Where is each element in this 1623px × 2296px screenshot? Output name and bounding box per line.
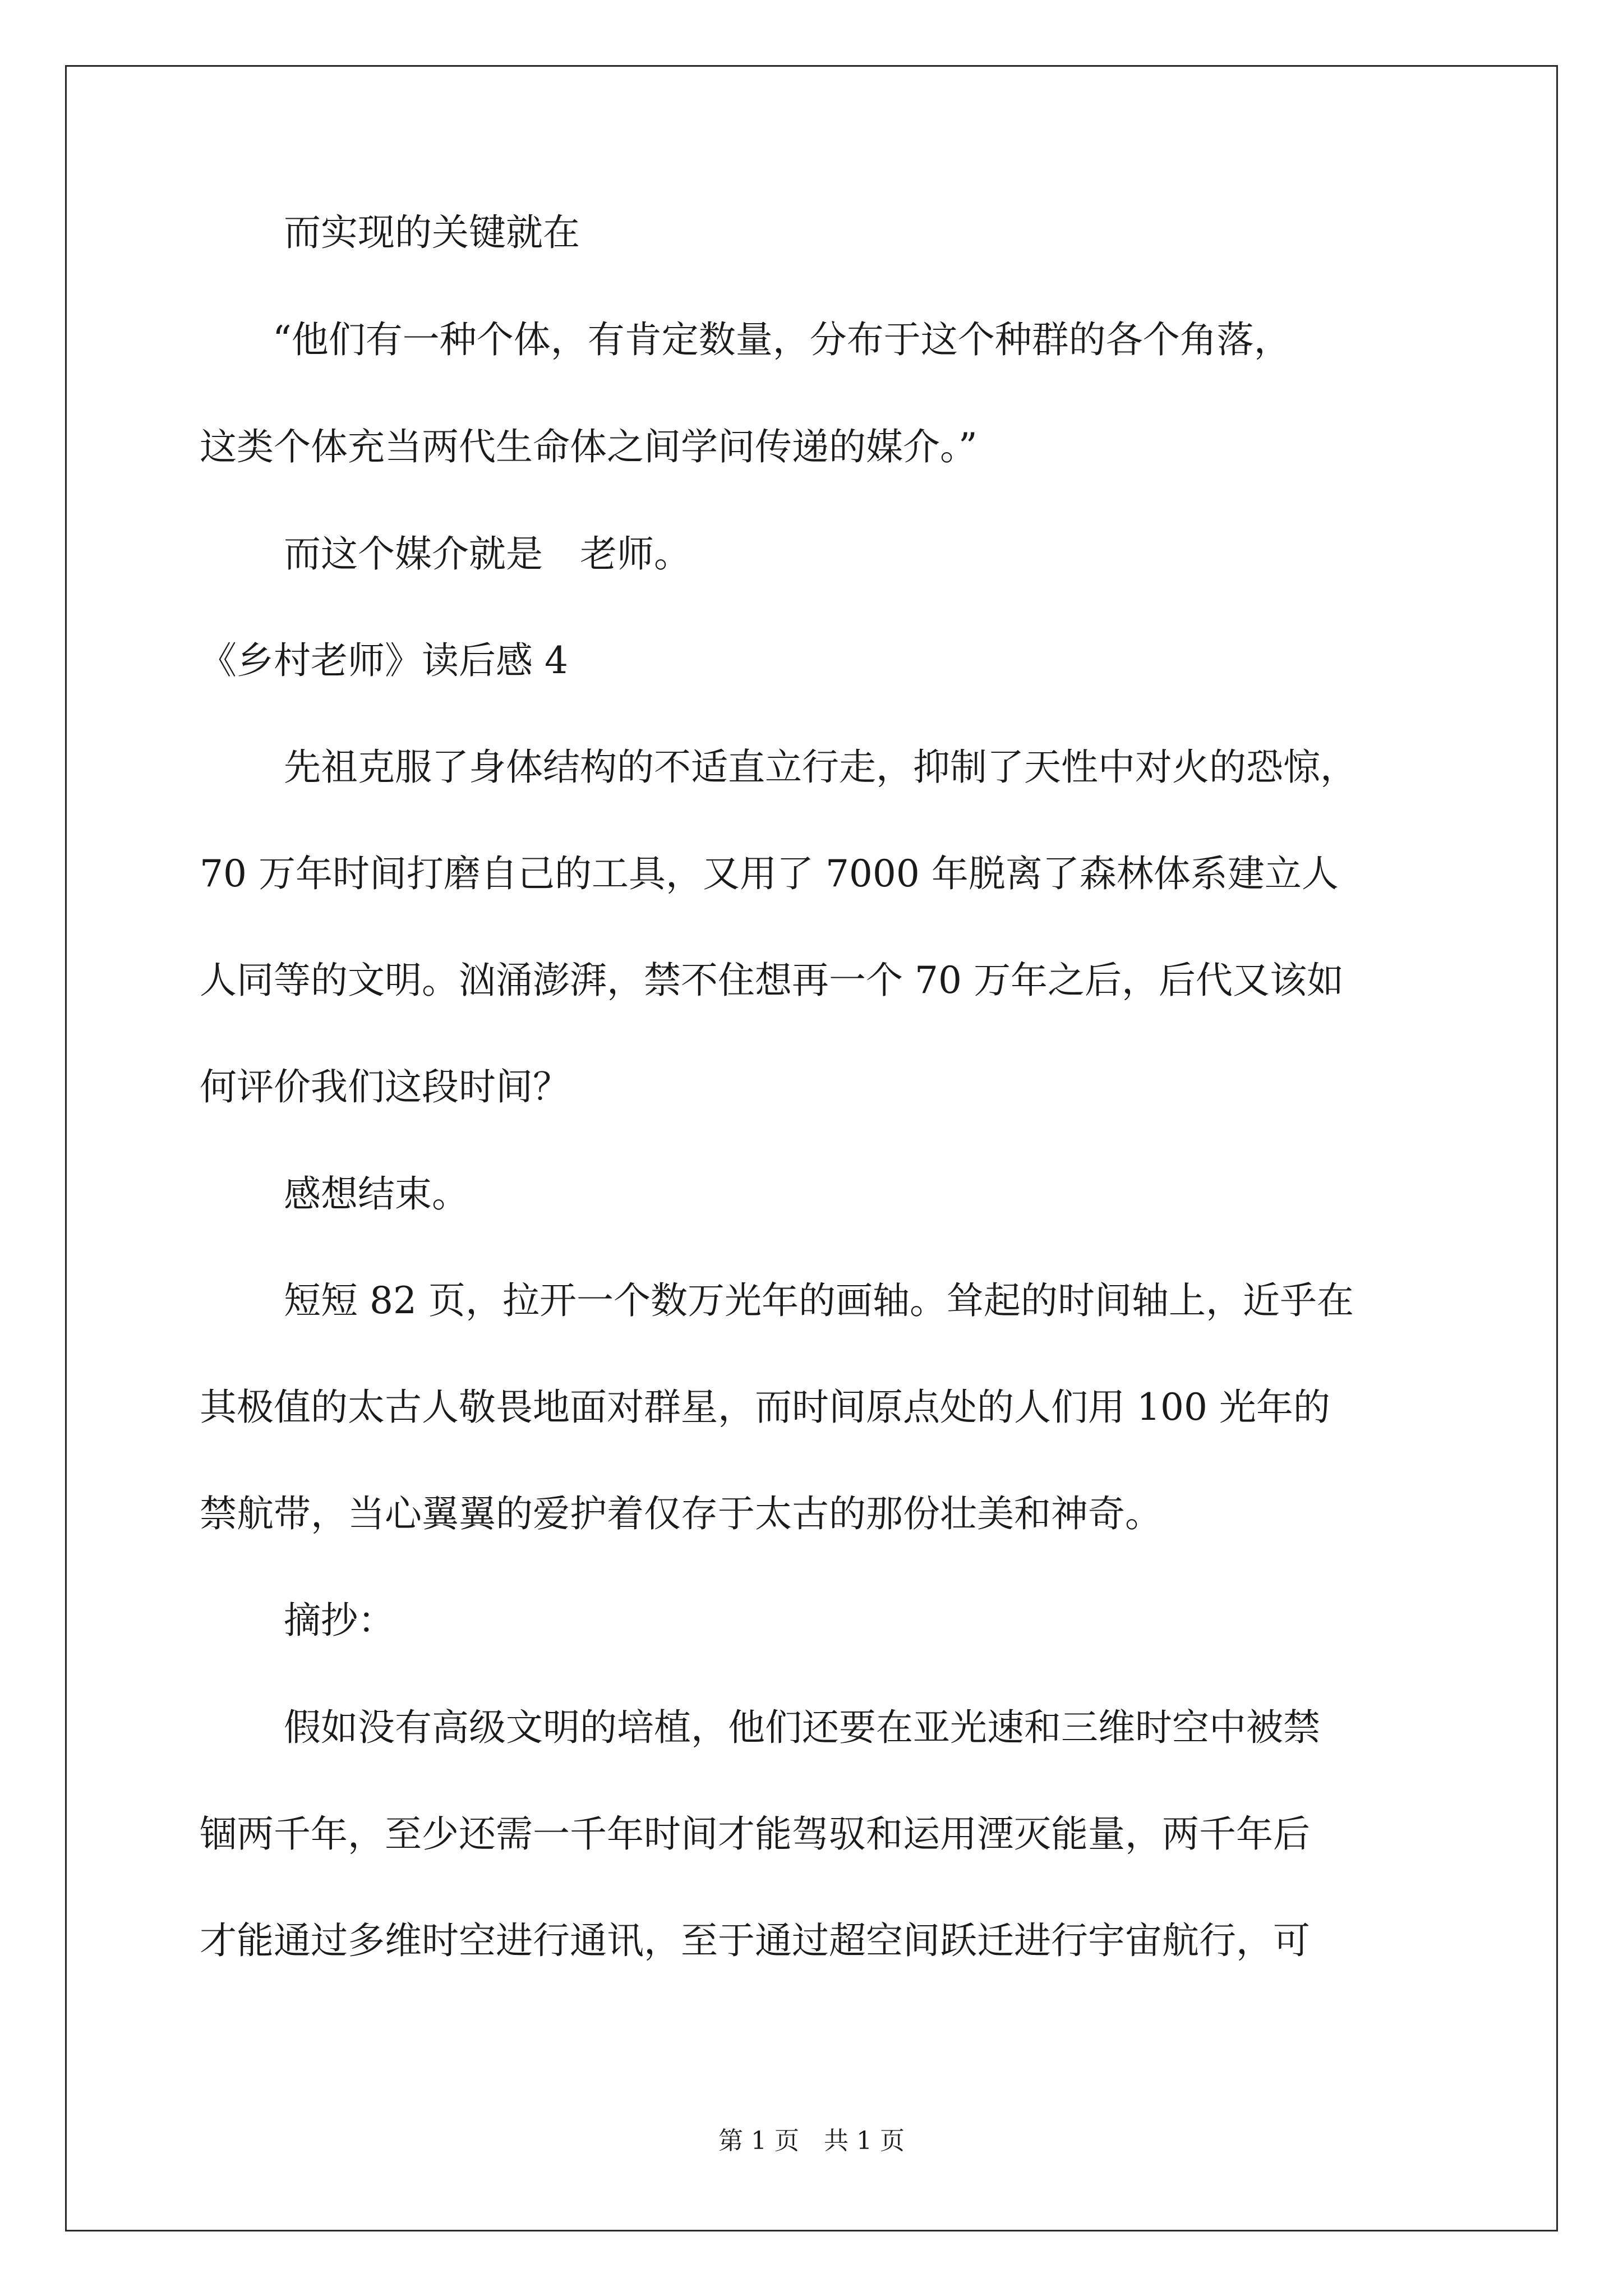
text-line: 70 万年时间打磨自己的工具，又用了 7000 年脱离了森林体系建立人 bbox=[200, 852, 1339, 895]
text-line: 先祖克服了身体结构的不适直立行走，抑制了天性中对火的恐惊， bbox=[284, 746, 1357, 789]
text-line: 摘抄： bbox=[284, 1599, 395, 1642]
text-line: “他们有一种个体，有肯定数量，分布于这个种群的各个角落， bbox=[273, 318, 1291, 361]
text-line: 何评价我们这段时间？ bbox=[200, 1065, 570, 1108]
text-line: 锢两千年，至少还需一千年时间才能驾驭和运用湮灭能量，两千年后 bbox=[200, 1812, 1310, 1856]
text-line: 这类个体充当两代生命体之间学问传递的媒介。” bbox=[200, 425, 978, 468]
text-line: 而这个媒介就是 老师。 bbox=[284, 532, 691, 576]
text-line: 短短 82 页，拉开一个数万光年的画轴。耸起的时间轴上，近乎在 bbox=[284, 1279, 1354, 1322]
text-line: 其极值的太古人敬畏地面对群星，而时间原点处的人们用 100 光年的 bbox=[200, 1386, 1330, 1429]
text-line: 禁航带，当心翼翼的爱护着仅存于太古的那份壮美和神奇。 bbox=[200, 1492, 1162, 1535]
document-body bbox=[200, 211, 1433, 1962]
text-line: 感想结束。 bbox=[284, 1172, 469, 1216]
text-line: 人同等的文明。汹涌澎湃，禁不住想再一个 70 万年之后，后代又该如 bbox=[200, 959, 1344, 1002]
text-line: 而实现的关键就在 bbox=[284, 211, 580, 254]
page-footer: 第 1 页 共 1 页 bbox=[718, 2127, 905, 2155]
text-line: 才能通过多维时空进行通讯，至于通过超空间跃迁进行宇宙航行，可 bbox=[200, 1919, 1310, 1962]
text-line: 假如没有高级文明的培植，他们还要在亚光速和三维时空中被禁 bbox=[284, 1706, 1320, 1749]
text-line: 《乡村老师》读后感 4 bbox=[200, 639, 568, 682]
